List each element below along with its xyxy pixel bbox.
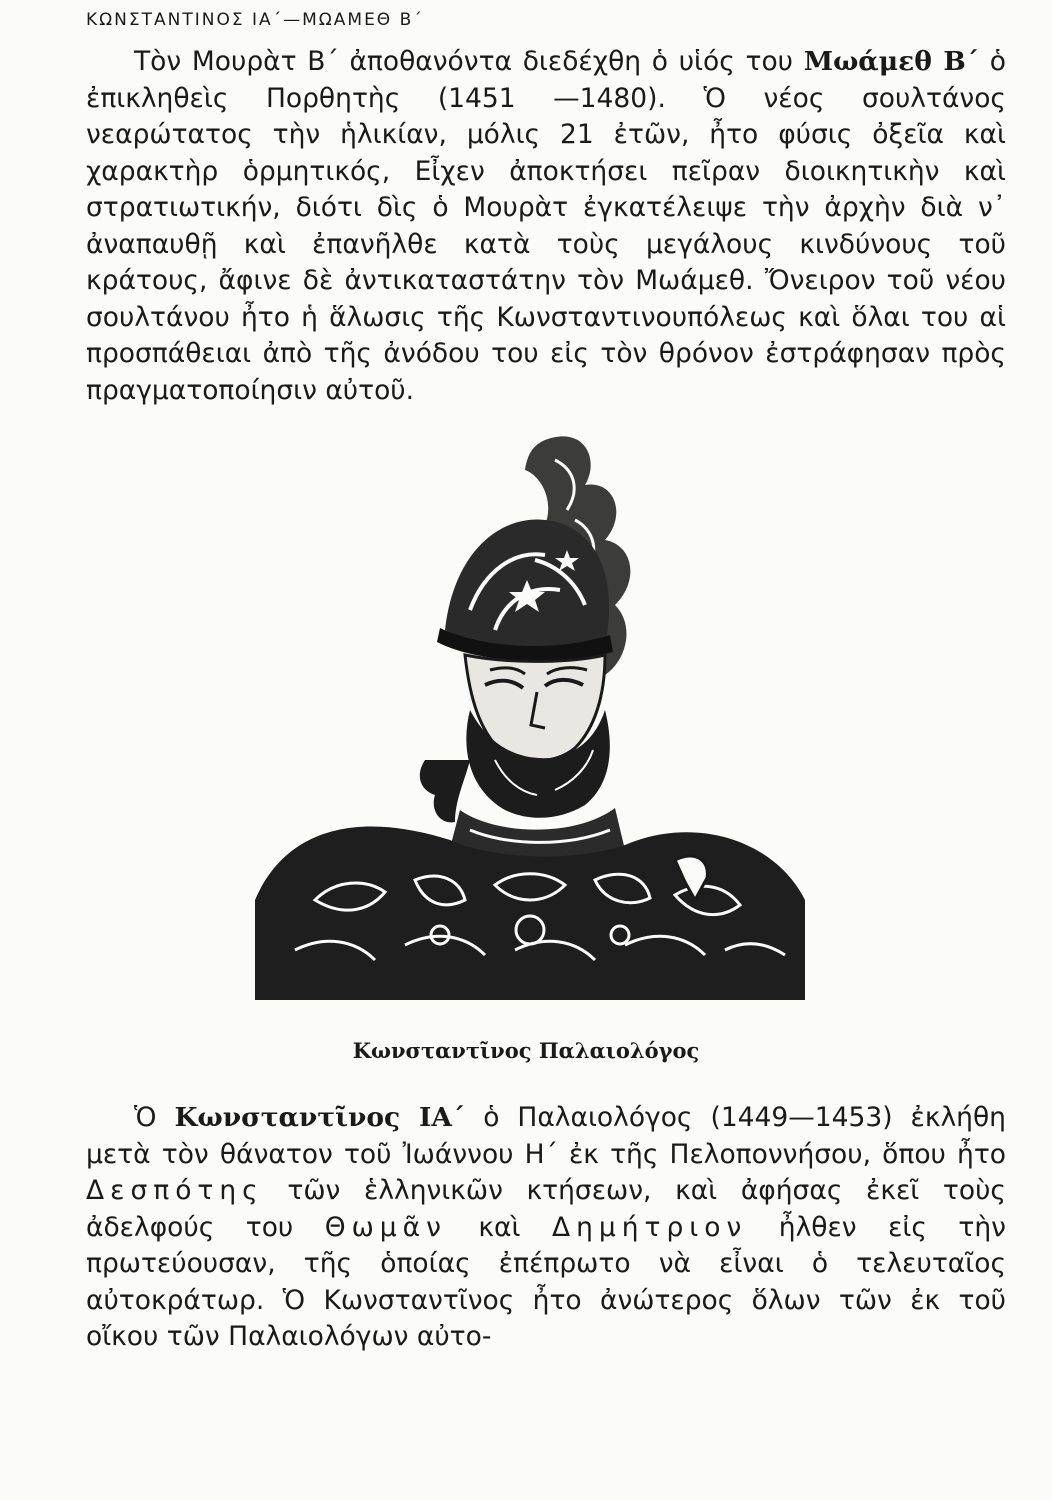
portrait-caption: Κωνσταντῖνος Παλαιολόγος bbox=[352, 1038, 700, 1063]
paragraph-mehmed bbox=[86, 44, 1006, 409]
para1-name-mehmed: Μωάμεθ Β΄ bbox=[803, 46, 980, 77]
para2-despotis: Δεσπότης bbox=[86, 1175, 264, 1206]
para2-intro: Ὁ bbox=[134, 1102, 157, 1133]
para2-part3: ἦλθεν εἰς τὴν πρωτεύουσαν, τῆς ὁποίας ἐπέπρωτο νὰ εἶναι ὁ τελευταῖος αὐτοκράτωρ. Ὁ Κωνσταντῖνος ἦτο ἀνώτερος ὅλων τῶν ἐκ τοῦ οἴκου τῶν Παλαιολόγων αὐτο- bbox=[86, 1211, 1006, 1352]
paragraph-constantine bbox=[86, 1100, 1006, 1356]
para2-name-constantine: Κωνσταντῖνος ΙΑ΄ bbox=[174, 1102, 466, 1133]
para2-part2: τῶν ἑλληνικῶν κτήσεων, καὶ ἀφήσας ἐκεῖ τοὺς ἀδελφούς του bbox=[86, 1175, 1006, 1243]
portrait-illustration bbox=[255, 430, 805, 1000]
para2-thomas: Θωμᾶν bbox=[324, 1211, 447, 1243]
para1-intro: Τὸν Μουρὰτ Β΄ ἀποθανόντα διεδέχθη ὁ υἱός του bbox=[134, 46, 794, 77]
para2-and: καὶ bbox=[478, 1211, 521, 1243]
para2-dimitrios: Δημήτριον bbox=[551, 1211, 748, 1243]
para1-rest: ὁ ἐπικληθεὶς Πορθητὴς (1451 —1480). Ὁ νέος σουλτάνος νεαρώτατος τὴν ἡλικίαν, μόλις 21 ἐτῶν, ἦτο φύσις ὀξεῖα καὶ χαρακτὴρ ὁρμητικός, Εἶχεν ἀποκτήσει πεῖραν διοικητικὴν καὶ στρατιωτικήν, διότι δὶς ὁ Μουρὰτ ἐγκατέλειψε τὴν ἀρχὴν διὰ ν᾿ ἀναπαυθῇ καὶ ἐπανῆλθε κατὰ τοὺς μεγάλους κινδύνους τοῦ κράτους, ἄφινε δὲ ἀντικαταστάτην τὸν Μωάμεθ. Ὄνειρον τοῦ νέου σουλτάνου ἦτο ἡ ἅλωσις τῆς Κωνσταντινουπόλεως καὶ ὅλαι του αἱ προσπάθειαι ἀπὸ τῆς ἀνόδου του εἰς τὸν θρόνον ἐστράφησαν πρὸς πραγματοποίησιν αὐτοῦ. bbox=[86, 46, 1006, 406]
running-head: ΚΩΝΣΤΑΝΤΙΝΟΣ ΙΑ΄—ΜΩΑΜΕΘ Β΄ bbox=[86, 10, 424, 30]
para2-part1: ὁ Παλαιολόγος (1449—1453) ἐκλήθη μετὰ τὸν θάνατον τοῦ Ἰωάννου Η΄ ἐκ τῆς Πελοποννήσου, ὅπου ἦτο bbox=[86, 1102, 1006, 1170]
